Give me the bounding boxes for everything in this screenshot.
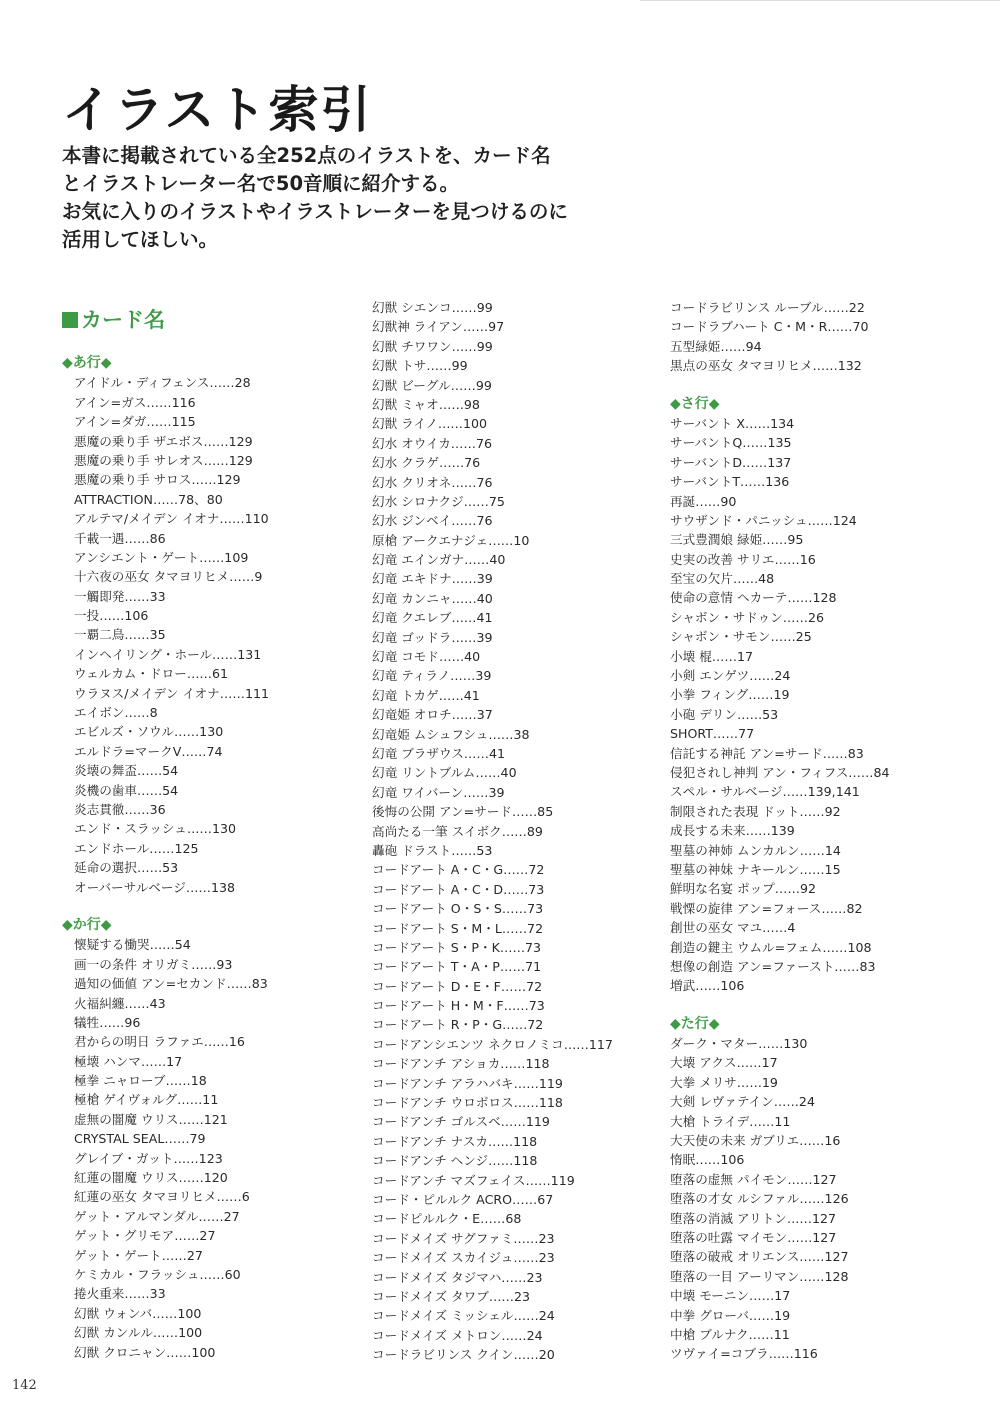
index-entry: 小壊 棍……17 bbox=[670, 648, 753, 664]
page-title: イラスト索引 bbox=[62, 81, 373, 139]
group-heading-ka: ◆か行◆ bbox=[62, 916, 112, 933]
index-entry: 想像の創造 アン=ファースト……83 bbox=[670, 958, 876, 974]
intro-line: お気に入りのイラストやイラストレーターを見つけるのに bbox=[62, 200, 568, 223]
index-entry: 幻竜 リントブルム……40 bbox=[372, 765, 517, 781]
index-column-1 bbox=[62, 296, 362, 1362]
index-entry: 中拳 グローバ……19 bbox=[670, 1307, 791, 1323]
index-entry: 大天使の未来 ガブリエ……16 bbox=[670, 1133, 841, 1149]
index-entry: 小拳 フィング……19 bbox=[670, 687, 790, 703]
index-entry: 成長する未来……139 bbox=[670, 823, 795, 839]
index-entry: コードアート R・P・G……72 bbox=[372, 1017, 544, 1033]
index-entry: 幻獣 クロニャン……100 bbox=[74, 1344, 216, 1360]
index-entry: 後悔の公開 アン=サード……85 bbox=[372, 804, 554, 820]
index-entry: スペル・サルベージ……139,141 bbox=[670, 784, 860, 800]
index-entry: 創世の巫女 マユ……4 bbox=[670, 920, 796, 936]
index-entry: 炎志貫徹……36 bbox=[74, 801, 166, 817]
index-entry: 画一の条件 オリガミ……93 bbox=[74, 956, 233, 972]
index-entry: コードアンシエンツ ネクロノミコ……117 bbox=[372, 1036, 613, 1052]
group-heading-a: ◆あ行◆ bbox=[62, 355, 112, 371]
index-entry: コードラビリンス クイン……20 bbox=[372, 1347, 555, 1363]
index-entry: 紅蓮の巫女 タマヨリヒメ……6 bbox=[74, 1189, 250, 1205]
index-entry: アルテマ/メイデン イオナ……110 bbox=[74, 511, 269, 527]
index-entry: 悪魔の乗り手 サレオス……129 bbox=[74, 452, 253, 468]
top-edge-line bbox=[640, 0, 1000, 1]
index-entry: 中槍 ブルナク……11 bbox=[670, 1326, 790, 1342]
index-entry: 幻竜 エキドナ……39 bbox=[372, 571, 493, 587]
index-entry: 幻獣 カンルル……100 bbox=[74, 1325, 203, 1341]
index-entry: 堕落の才女 ルシファル……126 bbox=[670, 1191, 849, 1207]
index-entry: 炎壊の舞盃……54 bbox=[74, 763, 179, 779]
index-entry: アイン=ダガ……115 bbox=[74, 414, 196, 430]
index-entry: サウザンド・パニッシュ……124 bbox=[670, 512, 857, 528]
index-entry: 幻竜 カンニャ……40 bbox=[372, 590, 493, 606]
index-entry: アイドル・ディフェンス……28 bbox=[74, 375, 251, 391]
index-entry: コードアンチ アショカ……118 bbox=[372, 1056, 550, 1072]
index-entry: CRYSTAL SEAL……79 bbox=[74, 1131, 206, 1147]
index-entry: コードアート S・M・L……72 bbox=[372, 920, 544, 936]
index-entry: 増武……106 bbox=[670, 978, 745, 994]
index-entry: コードアート D・E・F……72 bbox=[372, 978, 543, 994]
index-entry: コードアート O・S・S……73 bbox=[372, 901, 544, 917]
index-entry: ATTRACTION……78、80 bbox=[74, 491, 223, 507]
index-entry: 十六夜の巫女 タマヨリヒメ……9 bbox=[74, 569, 263, 585]
group-heading-sa: ◆さ行◆ bbox=[670, 395, 720, 412]
index-entry: コードラビリンス ルーブル……22 bbox=[670, 300, 865, 315]
index-entry: 幻水 クリオネ……76 bbox=[372, 474, 493, 490]
index-entry: ゲット・ゲート……27 bbox=[74, 1247, 203, 1263]
index-entry: 幻獣 チワワン……99 bbox=[372, 338, 493, 354]
index-entry: コードアンチ ウロボロス……118 bbox=[372, 1095, 563, 1111]
index-entry: コードアンチ アラハバキ……119 bbox=[372, 1075, 563, 1091]
intro-text bbox=[62, 142, 582, 254]
index-entry: 高尚たる一筆 スイボク……89 bbox=[372, 823, 543, 839]
index-entry: エルドラ=マークV……74 bbox=[74, 743, 223, 759]
index-entry: コードメイズ タジマハ……23 bbox=[372, 1269, 543, 1285]
index-entry: 幻竜 トカゲ……41 bbox=[372, 687, 480, 703]
index-entry: グレイブ・ガット……123 bbox=[74, 1150, 223, 1166]
index-entry: 再誕……90 bbox=[670, 493, 737, 509]
index-entry: 幻竜 ブラザウス……41 bbox=[372, 745, 505, 761]
page-number: 142 bbox=[12, 1378, 37, 1393]
index-entry: ツヴァイ=コブラ……116 bbox=[670, 1346, 818, 1362]
index-entry: 悪魔の乗り手 サロス……129 bbox=[74, 472, 241, 488]
index-entry: 堕落の一目 アーリマン……128 bbox=[670, 1268, 849, 1284]
index-entry: 捲火重来……33 bbox=[74, 1286, 166, 1302]
index-entry: サーバントT……136 bbox=[670, 474, 790, 490]
index-entry: 五型緑姫……94 bbox=[670, 338, 762, 354]
index-entry: 幻竜 ワイバーン……39 bbox=[372, 784, 505, 800]
intro-line: とイラストレーター名で50音順に紹介する。 bbox=[62, 172, 460, 195]
index-entry: コードメイズ サグファミ……23 bbox=[372, 1230, 555, 1246]
index-entry: 小砲 デリン……53 bbox=[670, 706, 779, 722]
index-entry: 懐疑する慟哭……54 bbox=[74, 937, 191, 953]
index-entry: 惰眠……106 bbox=[670, 1152, 745, 1168]
index-entry: 史実の改善 サリエ……16 bbox=[670, 551, 816, 567]
index-entry: 幻獣 シエンコ……99 bbox=[372, 300, 493, 315]
index-entry: 創造の鍵主 ウムル=フェム……108 bbox=[670, 939, 872, 955]
index-entry: SHORT……77 bbox=[670, 726, 755, 742]
index-entry: コードアート A・C・G……72 bbox=[372, 862, 545, 878]
section-heading-label: カード名 bbox=[81, 308, 165, 332]
index-entry: ケミカル・フラッシュ……60 bbox=[74, 1266, 241, 1282]
index-entry: ダーク・マター……130 bbox=[670, 1036, 808, 1052]
index-entry: コードメイズ タワブ……23 bbox=[372, 1288, 531, 1304]
index-entry: シャボン・サドゥン……26 bbox=[670, 609, 824, 625]
index-entry: コードメイズ スカイジュ……23 bbox=[372, 1250, 555, 1266]
index-entry: 制限された表現 ドット……92 bbox=[670, 803, 841, 819]
index-entry: コードアート H・M・F……73 bbox=[372, 998, 545, 1014]
index-entry: 原槍 アークエナジェ……10 bbox=[372, 532, 530, 548]
square-bullet-icon bbox=[62, 312, 78, 328]
section-heading bbox=[62, 304, 362, 334]
index-entry: サーバントD……137 bbox=[670, 454, 792, 470]
index-entry: 幻竜 エインガナ……40 bbox=[372, 552, 506, 568]
index-entry: コードアンチ マズフェイス……119 bbox=[372, 1172, 575, 1188]
index-entry: 中壊 モーニン……17 bbox=[670, 1288, 791, 1304]
index-entry: 幻竜姫 ムシュフシュ……38 bbox=[372, 726, 530, 742]
index-entry: 幻竜姫 オロチ……37 bbox=[372, 707, 493, 723]
index-entry: 大槍 トライデ……11 bbox=[670, 1113, 791, 1129]
index-entry: サーバント X……134 bbox=[670, 415, 795, 431]
index-entry: ウラヌス/メイデン イオナ……111 bbox=[74, 685, 269, 701]
index-entry: 幻竜 ゴッドラ……39 bbox=[372, 629, 493, 645]
index-entry: コード・ピルルク ACRO……67 bbox=[372, 1191, 554, 1207]
index-entry: 極拳 ニャローブ……18 bbox=[74, 1073, 207, 1089]
index-entry: 使命の意情 ヘカーテ……128 bbox=[670, 590, 837, 606]
index-entry: 信託する神託 アン=サード……83 bbox=[670, 745, 864, 761]
index-entry: コードメイズ ミッシェル……24 bbox=[372, 1308, 555, 1324]
index-entry: オーバーサルベージ……138 bbox=[74, 879, 236, 895]
intro-line: 本書に掲載されている全252点のイラストを、カード名 bbox=[62, 144, 551, 167]
index-entry: 幻獣 ライノ……100 bbox=[372, 416, 488, 432]
index-entry: エンドホール……125 bbox=[74, 840, 199, 856]
index-entry: コードラブハート C・M・R……70 bbox=[670, 319, 869, 335]
index-entry: 三式豊潤娘 緑姫……95 bbox=[670, 532, 804, 548]
index-entry: 小剣 エンゲツ……24 bbox=[670, 668, 791, 684]
index-entry: アイン=ガス……116 bbox=[74, 394, 196, 410]
index-entry: 堕落の虚無 パイモン……127 bbox=[670, 1171, 837, 1187]
index-entry: 堕落の消滅 アリトン……127 bbox=[670, 1210, 837, 1226]
index-entry: 炎機の歯車……54 bbox=[74, 782, 179, 798]
index-entry: 大剣 レヴァテイン……24 bbox=[670, 1094, 815, 1110]
index-entry: ゲット・グリモア……27 bbox=[74, 1228, 216, 1244]
index-entry: 黒点の巫女 タマヨリヒメ……132 bbox=[670, 358, 862, 374]
index-entry: 轟砲 ドラスト……53 bbox=[372, 842, 493, 858]
index-entry: 幻水 ジンベイ……76 bbox=[372, 513, 493, 529]
index-entry: 千載一遇……86 bbox=[74, 530, 166, 546]
index-entry: 幻獣 ミャオ……98 bbox=[372, 396, 480, 412]
index-entry: 極壊 ハンマ……17 bbox=[74, 1053, 183, 1069]
index-entry: 幻竜 ティラノ……39 bbox=[372, 668, 492, 684]
index-entry: エビルズ・ソウル……130 bbox=[74, 724, 224, 740]
index-entry: サーバントQ……135 bbox=[670, 435, 792, 451]
index-entry: コードアート A・C・D……73 bbox=[372, 881, 545, 897]
index-entry: 一觸即発……33 bbox=[74, 588, 166, 604]
index-entry: 一覇二鳥……35 bbox=[74, 627, 166, 643]
index-entry: シャボン・サモン……25 bbox=[670, 629, 812, 645]
index-entry: 幻竜 クエレブ……41 bbox=[372, 610, 493, 626]
index-entry: 聖墓の神妹 ナキールン……15 bbox=[670, 861, 841, 877]
index-entry: 幻竜 コモド……40 bbox=[372, 649, 481, 665]
index-entry: ゲット・アルマンダル……27 bbox=[74, 1208, 240, 1224]
index-entry: コードアンチ ゴルスベ……119 bbox=[372, 1114, 550, 1130]
index-entry: 幻水 オウイカ……76 bbox=[372, 435, 493, 451]
index-entry: 至宝の欠片……48 bbox=[670, 571, 775, 587]
index-entry: エイボン……8 bbox=[74, 705, 158, 721]
index-entry: 堕落の破戒 オリエンス……127 bbox=[670, 1249, 849, 1265]
index-column-3 bbox=[670, 298, 970, 1364]
index-entry: 一投……106 bbox=[74, 608, 149, 624]
index-entry: 延命の選択……53 bbox=[74, 860, 179, 876]
index-entry: アンシエント・ゲート……109 bbox=[74, 549, 249, 565]
index-entry: 極槍 ゲイヴォルグ……11 bbox=[74, 1092, 219, 1108]
index-entry: コードアート T・A・P……71 bbox=[372, 959, 542, 975]
index-entry: 君からの明日 ラファエ……16 bbox=[74, 1034, 245, 1050]
index-entry: 堕落の吐露 マイモン……127 bbox=[670, 1229, 837, 1245]
index-entry: 戦慄の旋律 アン=フォース……82 bbox=[670, 900, 863, 916]
index-entry: 幻水 クラゲ……76 bbox=[372, 455, 481, 471]
index-entry: 幻獣神 ライアン……97 bbox=[372, 319, 505, 335]
intro-line: 活用してほしい。 bbox=[62, 228, 219, 251]
index-entry: インヘイリング・ホール……131 bbox=[74, 646, 262, 662]
index-entry: 虚無の闇魔 ウリス……121 bbox=[74, 1111, 228, 1127]
index-entry: 大拳 メリサ……19 bbox=[670, 1074, 778, 1090]
index-entry: コードアンチ ナスカ……118 bbox=[372, 1133, 538, 1149]
index-entry: 紅蓮の闇魔 ウリス……120 bbox=[74, 1170, 228, 1186]
index-column-2 bbox=[372, 298, 672, 1364]
index-entry: 悪魔の乗り手 ザエボス……129 bbox=[74, 433, 253, 449]
index-entry: コードピルルク・E……68 bbox=[372, 1211, 522, 1227]
index-entry: 鮮明な名宴 ポップ……92 bbox=[670, 881, 816, 897]
index-entry: コードメイズ メトロン……24 bbox=[372, 1327, 543, 1343]
index-entry: 聖墓の神姉 ムンカルン……14 bbox=[670, 842, 841, 858]
index-entry: ウェルカム・ドロー……61 bbox=[74, 666, 229, 682]
index-entry: コードアンチ ヘンジ……118 bbox=[372, 1153, 538, 1169]
group-heading-ta: ◆た行◆ bbox=[670, 1015, 720, 1032]
index-entry: 幻獣 ウォンバ……100 bbox=[74, 1305, 202, 1321]
index-entry: 侵犯されし神判 アン・フィフス……84 bbox=[670, 764, 890, 780]
index-entry: 犠牲……96 bbox=[74, 1014, 141, 1030]
index-entry: 大壊 アクス……17 bbox=[670, 1055, 778, 1071]
index-entry: 過知の価値 アン=セカンド……83 bbox=[74, 976, 268, 992]
index-entry: 幻獣 トサ……99 bbox=[372, 358, 468, 374]
index-entry: 幻獣 ビーグル……99 bbox=[372, 377, 492, 393]
index-entry: エンド・スラッシュ……130 bbox=[74, 821, 237, 837]
index-entry: 火福糾纏……43 bbox=[74, 995, 166, 1011]
index-entry: 幻水 シロナクジ……75 bbox=[372, 493, 505, 509]
index-entry: コードアート S・P・K……73 bbox=[372, 939, 542, 955]
